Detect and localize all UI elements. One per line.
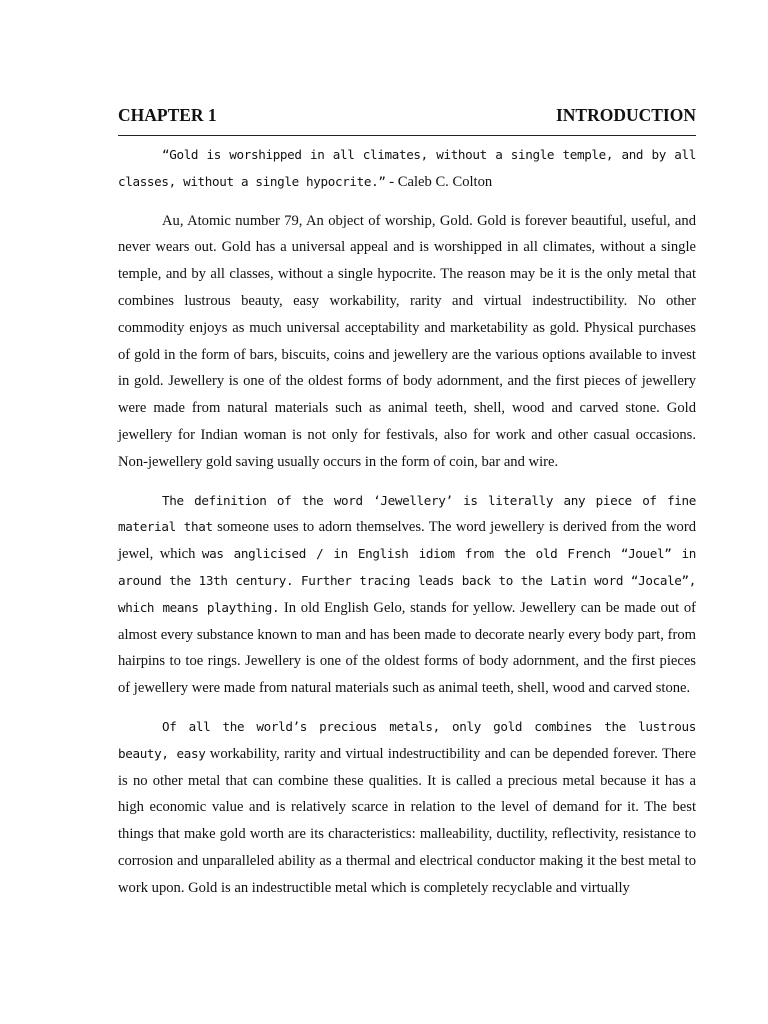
paragraph-3-text: workability, rarity and virtual indestructibility and can be depended forever. There is no other metal that can combine these qualities. It is called a precious metal because it has a high economic value and is relatively scarce in relation to the level of demand for it. The best things that make gold worth are its characteristics: malleability, ductility, reflectivity, resistance to corrosion and unparalleled ability as a thermal and electrical conductor making it the best metal to work upon. Gold is an indestructible metal which is completely recyclable and virtually bbox=[118, 745, 696, 896]
body-paragraph-3 bbox=[118, 714, 696, 902]
epigraph-quote: “Gold is worshipped in all climates, without a single temple, and by all classes, without a single hypocrite.” bbox=[118, 147, 696, 189]
chapter-heading bbox=[118, 100, 696, 136]
paragraph-3-lead: Of all the world’s precious metals, only gold combines the lustrous beauty, easy bbox=[118, 718, 696, 761]
paragraph-2-text-c: In old English Gelo, stands for yellow. Jewellery can be made out of almost every substance known to man and has been made to decorate nearly every body part, from hairpins to toe rings. Jewellery is one of the oldest forms of body adornment, and the first pieces of jewellery were made from natural materials such as animal teeth, shell, wood and carved stone. bbox=[118, 599, 696, 697]
chapter-number: CHAPTER 1 bbox=[118, 105, 217, 125]
chapter-title: INTRODUCTION bbox=[555, 105, 696, 125]
body-paragraph-1: Au, Atomic number 79, An object of worship, Gold. Gold is forever beautiful, useful, and never wears out. Gold has a universal appeal and is worshipped in all climates, without a single temple, and by all classes, without a single hypocrite. The reason may be it is the only metal that combines lustrous beauty, easy workability, rarity and virtual indestructibility. No other commodity enjoys as much universal acceptability and marketability as gold. Physical purchases of gold in the form of bars, biscuits, coins and jewellery are the various options available to invest in gold. Jewellery is one of the oldest forms of body adornment, and the first pieces of jewellery were made from natural materials such as animal teeth, shell, wood and carved stone. Gold jewellery for Indian woman is not only for festivals, also for work and other casual occasions. Non-jewellery gold saving usually occurs in the form of coin, bar and wire. bbox=[118, 212, 696, 470]
body-paragraph-2 bbox=[118, 488, 696, 702]
epigraph-author: - Caleb C. Colton bbox=[385, 173, 493, 190]
paragraph-2-lead: The definition of the word ‘Jewellery’ is literally any piece of fine material that bbox=[118, 492, 696, 535]
epigraph-paragraph bbox=[118, 142, 696, 196]
document-page bbox=[118, 100, 696, 914]
paragraph-2-text-a: someone uses to adorn themselves. The word jewellery is derived from the word jewel, which bbox=[118, 519, 696, 563]
paragraph-2-text-b: was anglicised / in English idiom from the old French “Jouel” in around the 13th century. Further tracing leads back to the Latin word “Jocale”, which means plaything. bbox=[118, 546, 697, 615]
